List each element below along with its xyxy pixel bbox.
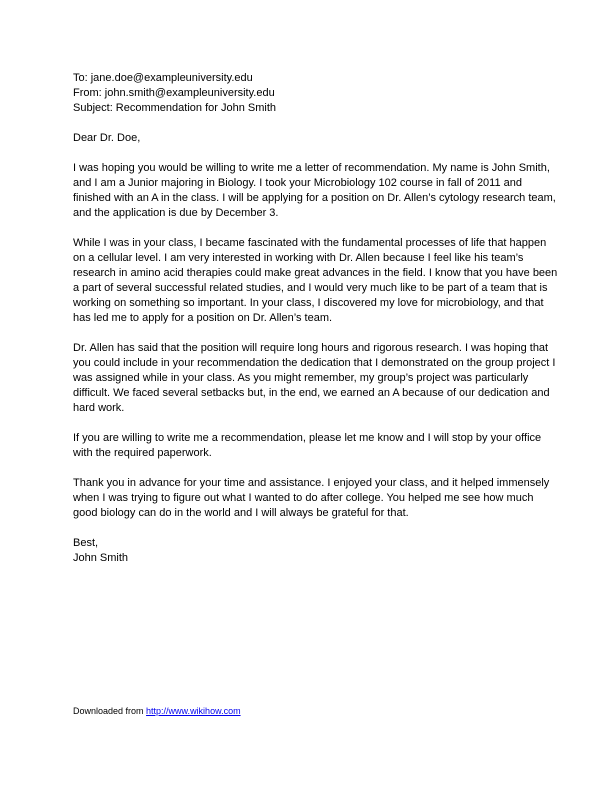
letter-page [73,71,558,566]
from-line: From: john.smith@exampleuniversity.edu [73,87,275,99]
to-line: To: jane.doe@exampleuniversity.edu [73,72,253,84]
subject-line: Subject: Recommendation for John Smith [73,102,276,114]
paragraph-thanks: Thank you in advance for your time and assistance. I enjoyed your class, and it helped immensely when I was trying to figure out what I wanted to do after college. You helped me see how much good biology can do in the world and I will always be grateful for that. [73,477,550,519]
signature: John Smith [73,552,129,564]
paragraph-request-details: Dr. Allen has said that the position will require long hours and rigorous research. I was hoping that you could include in your recommendation the dedication that I demonstrated on the group project I was assigned while in your class. As you might remember, my group’s project was particularly difficult. We faced several setbacks but, in the end, we earned an A because of our dedication and hard work. [73,342,556,414]
wikihow-link[interactable]: http://www.wikihow.com [146,706,241,716]
paragraph-intro: I was hoping you would be willing to write me a letter of recommendation. My name is John Smith, and I am a Junior majoring in Biology. I took your Microbiology 102 course in fall of 2011 and finished with an A in the class. I will be applying for a position on Dr. Allen’s cytology research team, and the application is due by December 3. [73,162,556,219]
salutation: Dear Dr. Doe, [73,132,141,144]
paragraph-interest: While I was in your class, I became fascinated with the fundamental processes of life that happen on a cellular level. I am very interested in working with Dr. Allen because I feel like his team’s research in amino acid therapies could make great advances in the field. I know that you have been a part of several successful related studies, and I would very much like to be part of a team that is working on something so important. In your class, I discovered my love for microbiology, and that has led me to apply for a position on Dr. Allen’s team. [73,237,558,324]
download-footer [73,705,241,717]
closing: Best, [73,537,99,549]
email-header [73,71,558,116]
footer-prefix: Downloaded from [73,706,147,716]
paragraph-next-steps: If you are willing to write me a recommendation, please let me know and I will stop by your office with the required paperwork. [73,432,542,459]
